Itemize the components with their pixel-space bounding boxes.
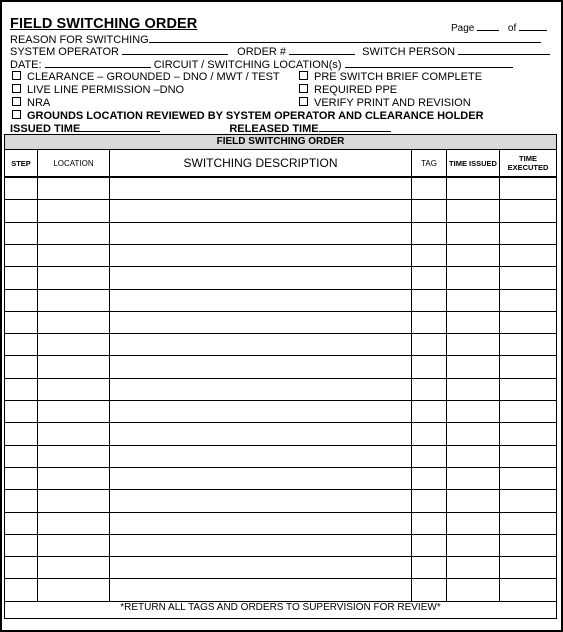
column-header-tag: TAG — [421, 158, 437, 168]
circuit-field[interactable] — [345, 58, 513, 68]
table-cell[interactable] — [447, 490, 498, 510]
table-cell[interactable] — [447, 423, 498, 443]
checklist-label: REQUIRED PPE — [314, 84, 398, 96]
checklist-label: LIVE LINE PERMISSION –DNO — [27, 84, 185, 96]
table-cell[interactable] — [500, 356, 555, 376]
switching-table — [4, 134, 557, 619]
table-cell[interactable] — [447, 267, 498, 287]
table-cell[interactable] — [447, 290, 498, 310]
table-header — [5, 150, 556, 178]
table-cell[interactable] — [110, 535, 410, 555]
table-cell[interactable] — [447, 178, 498, 198]
operator-row — [10, 45, 550, 59]
table-cell[interactable] — [38, 267, 108, 287]
checklist-item[interactable] — [299, 71, 482, 84]
table-cell[interactable] — [6, 290, 36, 310]
table-cell[interactable] — [6, 423, 36, 443]
table-cell[interactable] — [447, 446, 498, 466]
table-cell[interactable] — [412, 178, 445, 198]
form-title: FIELD SWITCHING ORDER — [10, 16, 198, 32]
table-cell[interactable] — [6, 267, 36, 287]
issued-time-label: ISSUED TIME — [10, 123, 81, 135]
table-cell[interactable] — [110, 356, 410, 376]
table-cell[interactable] — [500, 267, 555, 287]
table-cell[interactable] — [6, 356, 36, 376]
table-cell[interactable] — [500, 223, 555, 243]
table-cell[interactable] — [38, 513, 108, 533]
reason-field[interactable] — [149, 33, 541, 43]
table-cell[interactable] — [110, 245, 410, 265]
date-field[interactable] — [45, 58, 151, 68]
column-header-step: STEP — [11, 158, 31, 168]
table-cell[interactable] — [412, 535, 445, 555]
table-cell[interactable] — [412, 557, 445, 577]
table-cell[interactable] — [500, 513, 555, 533]
checkbox[interactable] — [299, 71, 308, 80]
table-cell[interactable] — [38, 579, 108, 599]
checklist-label: VERIFY PRINT AND REVISION — [314, 97, 471, 109]
table-cell[interactable] — [500, 579, 555, 599]
table-cell[interactable] — [412, 312, 445, 332]
table-cell[interactable] — [412, 290, 445, 310]
column-header-time-issued: TIME ISSUED — [449, 158, 497, 168]
checklist-item[interactable] — [299, 97, 471, 110]
table-cell[interactable] — [447, 200, 498, 220]
table-cell[interactable] — [38, 468, 108, 488]
column-header-location: LOCATION — [53, 158, 94, 168]
table-cell[interactable] — [500, 490, 555, 510]
table-cell[interactable] — [110, 579, 410, 599]
table-cell[interactable] — [412, 468, 445, 488]
table-cell[interactable] — [447, 579, 498, 599]
order-number-field[interactable] — [289, 45, 355, 55]
switch-person-label: SWITCH PERSON — [362, 46, 456, 58]
table-cell[interactable] — [412, 490, 445, 510]
checkbox[interactable] — [299, 97, 308, 106]
table-cell[interactable] — [6, 200, 36, 220]
table-cell[interactable] — [412, 446, 445, 466]
issued-time-field[interactable] — [80, 122, 160, 132]
table-cell[interactable] — [38, 312, 108, 332]
table-cell[interactable] — [38, 557, 108, 577]
table-cell[interactable] — [412, 423, 445, 443]
table-cell[interactable] — [412, 513, 445, 533]
table-cell[interactable] — [412, 223, 445, 243]
checkbox[interactable] — [299, 84, 308, 93]
table-cell[interactable] — [110, 379, 410, 399]
table-cell[interactable] — [447, 513, 498, 533]
switch-person-field[interactable] — [458, 45, 550, 55]
column-header-time-executed: TIME EXECUTED — [507, 154, 549, 172]
checkbox[interactable] — [12, 97, 21, 106]
date-row — [10, 58, 513, 72]
table-cell[interactable] — [6, 379, 36, 399]
checkbox[interactable] — [12, 84, 21, 93]
checkbox[interactable] — [12, 71, 21, 80]
checklist-item[interactable] — [12, 71, 280, 84]
table-cell[interactable] — [500, 423, 555, 443]
released-time-label: RELEASED TIME — [229, 123, 319, 135]
table-cell[interactable] — [38, 290, 108, 310]
table-cell[interactable] — [6, 490, 36, 510]
table-cell[interactable] — [110, 468, 410, 488]
table-cell[interactable] — [6, 223, 36, 243]
table-cell[interactable] — [500, 290, 555, 310]
order-label: ORDER # — [237, 46, 287, 58]
table-cell[interactable] — [110, 557, 410, 577]
page-label: Page — [451, 23, 475, 34]
table-cell[interactable] — [110, 401, 410, 421]
of-label: of — [507, 23, 517, 34]
page-number-blank[interactable] — [477, 21, 499, 31]
table-cell[interactable] — [447, 312, 498, 332]
table-cell[interactable] — [110, 423, 410, 443]
system-operator-label: SYSTEM OPERATOR — [10, 46, 120, 58]
table-cell[interactable] — [500, 401, 555, 421]
table-cell[interactable] — [447, 468, 498, 488]
table-cell[interactable] — [110, 223, 410, 243]
table-cell[interactable] — [38, 200, 108, 220]
table-cell[interactable] — [412, 401, 445, 421]
table-cell[interactable] — [110, 513, 410, 533]
table-cell[interactable] — [447, 223, 498, 243]
reason-label: REASON FOR SWITCHING — [10, 34, 149, 46]
table-cell[interactable] — [38, 223, 108, 243]
table-cell[interactable] — [38, 356, 108, 376]
table-cell[interactable] — [110, 290, 410, 310]
table-cell[interactable] — [38, 490, 108, 510]
checkbox[interactable] — [12, 110, 21, 119]
table-cell[interactable] — [6, 557, 36, 577]
table-cell[interactable] — [500, 178, 555, 198]
circuit-label: CIRCUIT / SWITCHING LOCATION(s) — [153, 59, 342, 71]
table-cell[interactable] — [6, 513, 36, 533]
table-cell[interactable] — [500, 557, 555, 577]
table-cell[interactable] — [447, 379, 498, 399]
table-cell[interactable] — [412, 379, 445, 399]
page-total-blank[interactable] — [519, 21, 547, 31]
table-cell[interactable] — [6, 245, 36, 265]
table-footer: *RETURN ALL TAGS AND ORDERS TO SUPERVISION FOR REVIEW* — [120, 602, 441, 613]
table-cell[interactable] — [38, 446, 108, 466]
table-cell[interactable] — [412, 579, 445, 599]
table-cell[interactable] — [412, 200, 445, 220]
table-cell[interactable] — [6, 579, 36, 599]
column-header-description: SWITCHING DESCRIPTION — [183, 155, 338, 170]
date-label: DATE: — [10, 59, 42, 71]
table-cell[interactable] — [412, 245, 445, 265]
table-cell[interactable] — [38, 535, 108, 555]
table-cell[interactable] — [38, 379, 108, 399]
system-operator-field[interactable] — [122, 45, 228, 55]
table-cell[interactable] — [110, 267, 410, 287]
table-cell[interactable] — [110, 312, 410, 332]
table-cell[interactable] — [500, 245, 555, 265]
table-cell[interactable] — [500, 446, 555, 466]
table-cell[interactable] — [6, 446, 36, 466]
table-cell[interactable] — [38, 334, 108, 354]
released-time-field[interactable] — [319, 122, 391, 132]
table-cell[interactable] — [6, 401, 36, 421]
table-cell[interactable] — [447, 334, 498, 354]
table-cell[interactable] — [447, 401, 498, 421]
table-cell[interactable] — [38, 423, 108, 443]
table-cell[interactable] — [38, 245, 108, 265]
checklist-label: NRA — [27, 97, 51, 109]
table-cell[interactable] — [500, 312, 555, 332]
table-cell[interactable] — [412, 267, 445, 287]
table-cell[interactable] — [6, 468, 36, 488]
table-cell[interactable] — [38, 178, 108, 198]
checklist-label: CLEARANCE – GROUNDED – DNO / MWT / TEST — [27, 71, 280, 83]
checklist-label: PRE SWITCH BRIEF COMPLETE — [314, 71, 483, 83]
table-cell[interactable] — [447, 557, 498, 577]
table-cell[interactable] — [447, 245, 498, 265]
table-cell[interactable] — [500, 535, 555, 555]
table-cell[interactable] — [6, 535, 36, 555]
table-cell[interactable] — [110, 490, 410, 510]
table-cell[interactable] — [110, 178, 410, 198]
checklist-item[interactable] — [12, 97, 50, 110]
checklist-item[interactable] — [299, 84, 397, 97]
table-cell[interactable] — [6, 178, 36, 198]
table-cell[interactable] — [412, 356, 445, 376]
table-cell[interactable] — [110, 200, 410, 220]
table-cell[interactable] — [500, 200, 555, 220]
table-cell[interactable] — [6, 312, 36, 332]
table-caption: FIELD SWITCHING ORDER — [5, 135, 556, 150]
table-cell[interactable] — [110, 334, 410, 354]
table-cell[interactable] — [38, 401, 108, 421]
table-cell[interactable] — [500, 379, 555, 399]
table-cell[interactable] — [447, 356, 498, 376]
table-cell[interactable] — [6, 334, 36, 354]
table-cell[interactable] — [447, 535, 498, 555]
table-cell[interactable] — [500, 468, 555, 488]
checklist-item[interactable] — [12, 84, 184, 97]
table-cell[interactable] — [412, 334, 445, 354]
grounds-statement: GROUNDS LOCATION REVIEWED BY SYSTEM OPERATOR AND CLEARANCE HOLDER — [27, 110, 484, 122]
table-cell[interactable] — [500, 334, 555, 354]
table-cell[interactable] — [110, 446, 410, 466]
